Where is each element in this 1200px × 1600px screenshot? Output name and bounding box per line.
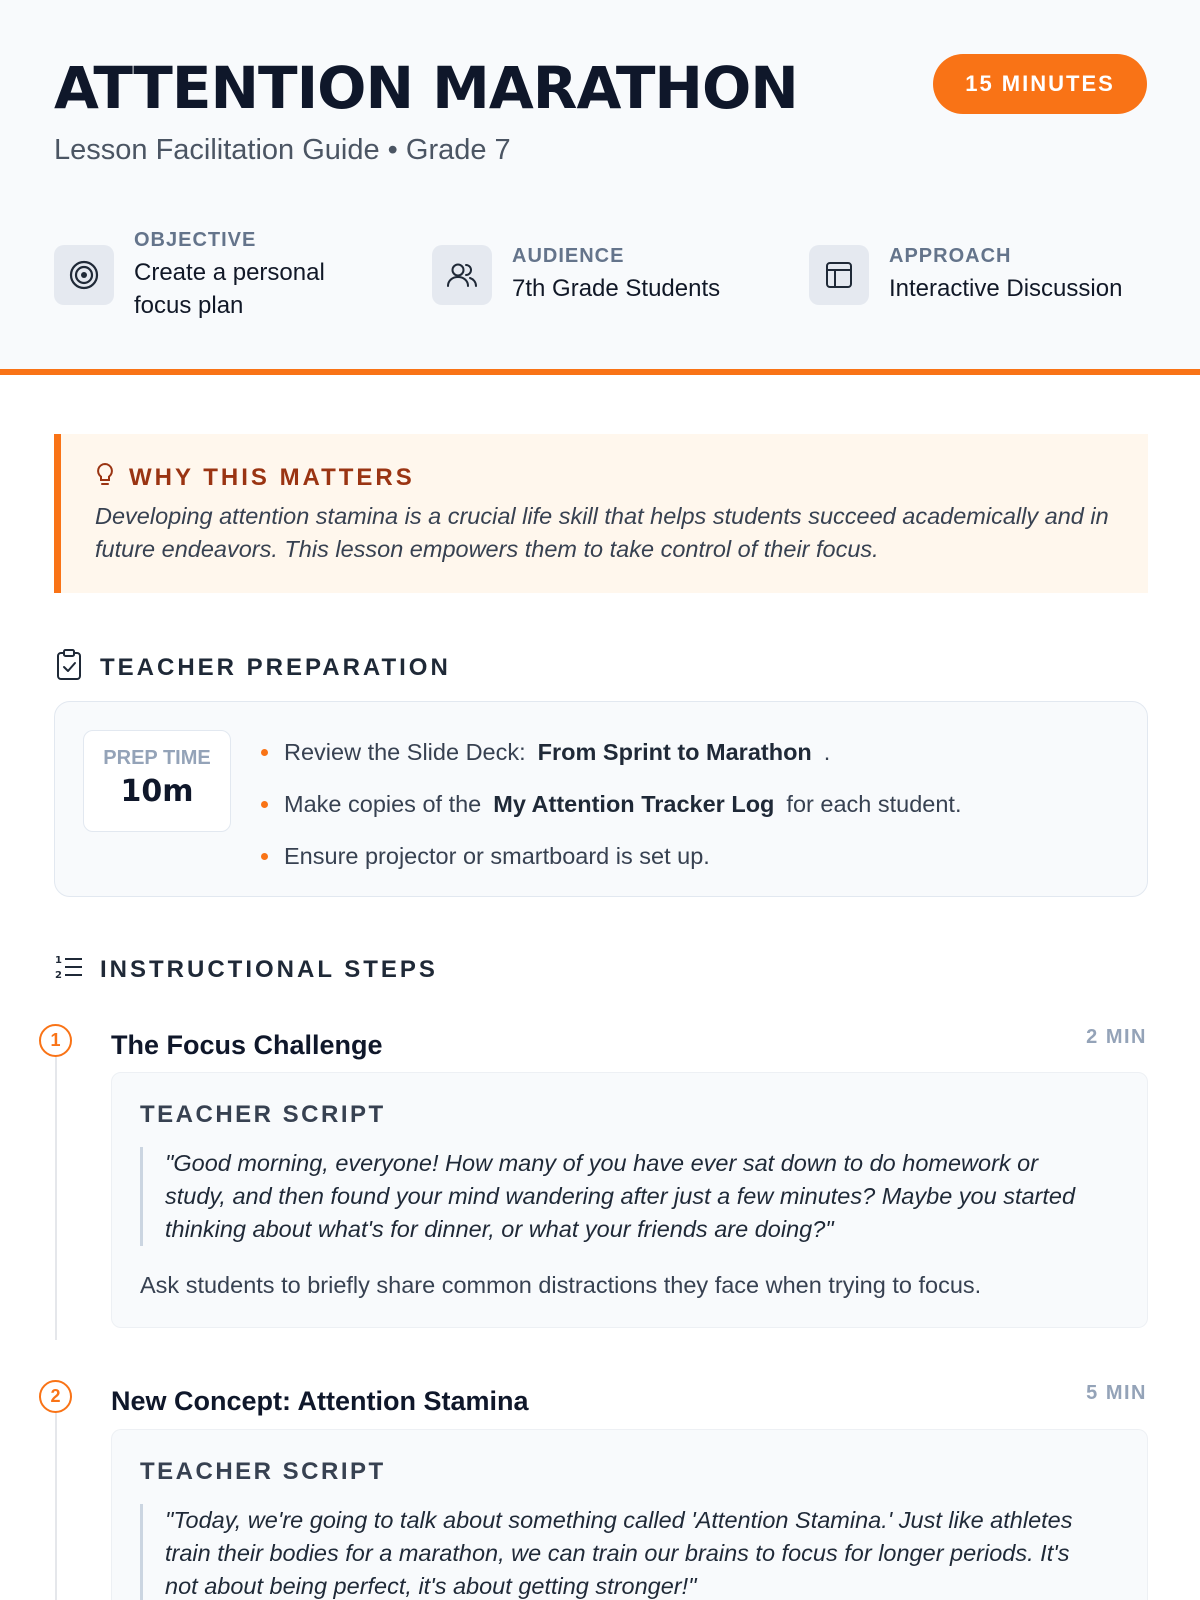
meta-label: OBJECTIVE xyxy=(134,229,257,251)
bullet-dot-icon xyxy=(261,749,268,756)
step-number: 2 xyxy=(39,1380,72,1413)
meta-label: AUDIENCE xyxy=(512,245,625,267)
script-label: TEACHER SCRIPT xyxy=(140,1458,386,1485)
page-subtitle: Lesson Facilitation Guide • Grade 7 xyxy=(54,134,511,166)
section-title: INSTRUCTIONAL STEPS xyxy=(100,955,438,983)
duration-badge: 15 MINUTES xyxy=(933,54,1147,114)
script-label: TEACHER SCRIPT xyxy=(140,1101,386,1128)
teacher-script-card xyxy=(111,1429,1148,1600)
svg-text:2: 2 xyxy=(55,970,62,981)
list-item xyxy=(261,726,961,778)
item-bold: My Attention Tracker Log xyxy=(493,791,775,817)
teacher-script-card xyxy=(111,1072,1148,1328)
target-icon xyxy=(54,245,114,305)
step-title: New Concept: Attention Stamina xyxy=(111,1386,529,1416)
item-text: . xyxy=(823,739,831,765)
section-title: TEACHER PREPARATION xyxy=(100,653,451,681)
lightbulb-icon xyxy=(95,462,115,493)
users-icon xyxy=(432,245,492,305)
lesson-header xyxy=(0,0,1200,375)
why-title: WHY THIS MATTERS xyxy=(129,463,415,491)
step-timeline-line xyxy=(55,1400,57,1600)
svg-text:1: 1 xyxy=(55,955,62,966)
step-duration: 5 MIN xyxy=(1086,1382,1147,1404)
page-title: ATTENTION MARATHON xyxy=(54,54,798,122)
numbered-list-icon xyxy=(54,952,84,987)
prep-time-box xyxy=(83,730,231,832)
prep-time-label: PREP TIME xyxy=(103,747,211,769)
meta-objective xyxy=(54,228,364,322)
prep-checklist xyxy=(261,726,961,882)
step-timeline-line xyxy=(55,1040,57,1340)
why-text: Developing attention stamina is a crucial life skill that helps students succeed academically and in future endeavors. This lesson empowers them to take control of their focus. xyxy=(95,503,1109,562)
item-bold: From Sprint to Marathon xyxy=(537,739,812,765)
step-title: The Focus Challenge xyxy=(111,1030,383,1060)
list-item xyxy=(261,778,961,830)
item-text: for each student. xyxy=(786,791,962,817)
meta-approach xyxy=(809,244,1122,305)
meta-audience xyxy=(432,244,720,305)
list-item xyxy=(261,830,961,882)
meta-value: Create a personal focus plan xyxy=(134,259,325,319)
bullet-dot-icon xyxy=(261,801,268,808)
meta-label: APPROACH xyxy=(889,245,1012,267)
script-quote: "Good morning, everyone! How many of you have ever sat down to do homework or study, and then found your mind wandering after just a few minutes? Maybe you started thinking about what's for dinner, or what your friends are doing?" xyxy=(140,1147,1100,1246)
bullet-dot-icon xyxy=(261,853,268,860)
prep-section-heading xyxy=(54,648,451,687)
layout-icon xyxy=(809,245,869,305)
why-this-matters-callout xyxy=(54,434,1148,593)
item-text: Make copies of the xyxy=(284,791,482,817)
item-text: Ensure projector or smartboard is set up. xyxy=(284,843,710,869)
steps-section-heading xyxy=(54,952,438,987)
prep-card xyxy=(54,701,1148,897)
meta-value: Interactive Discussion xyxy=(889,275,1123,302)
item-text: Review the Slide Deck: xyxy=(284,739,526,765)
prep-time-value: 10m xyxy=(120,774,194,809)
script-quote: "Today, we're going to talk about something called 'Attention Stamina.' Just like athletes train their bodies for a marathon, we can train our brains to focus for longer periods. It's not about being perfect, it's about getting stronger!" xyxy=(140,1504,1100,1600)
script-note: Ask students to briefly share common distractions they face when trying to focus. xyxy=(140,1272,982,1298)
meta-value: 7th Grade Students xyxy=(512,275,721,302)
step-duration: 2 MIN xyxy=(1086,1026,1147,1048)
clipboard-check-icon xyxy=(54,648,84,687)
step-number: 1 xyxy=(39,1024,72,1057)
